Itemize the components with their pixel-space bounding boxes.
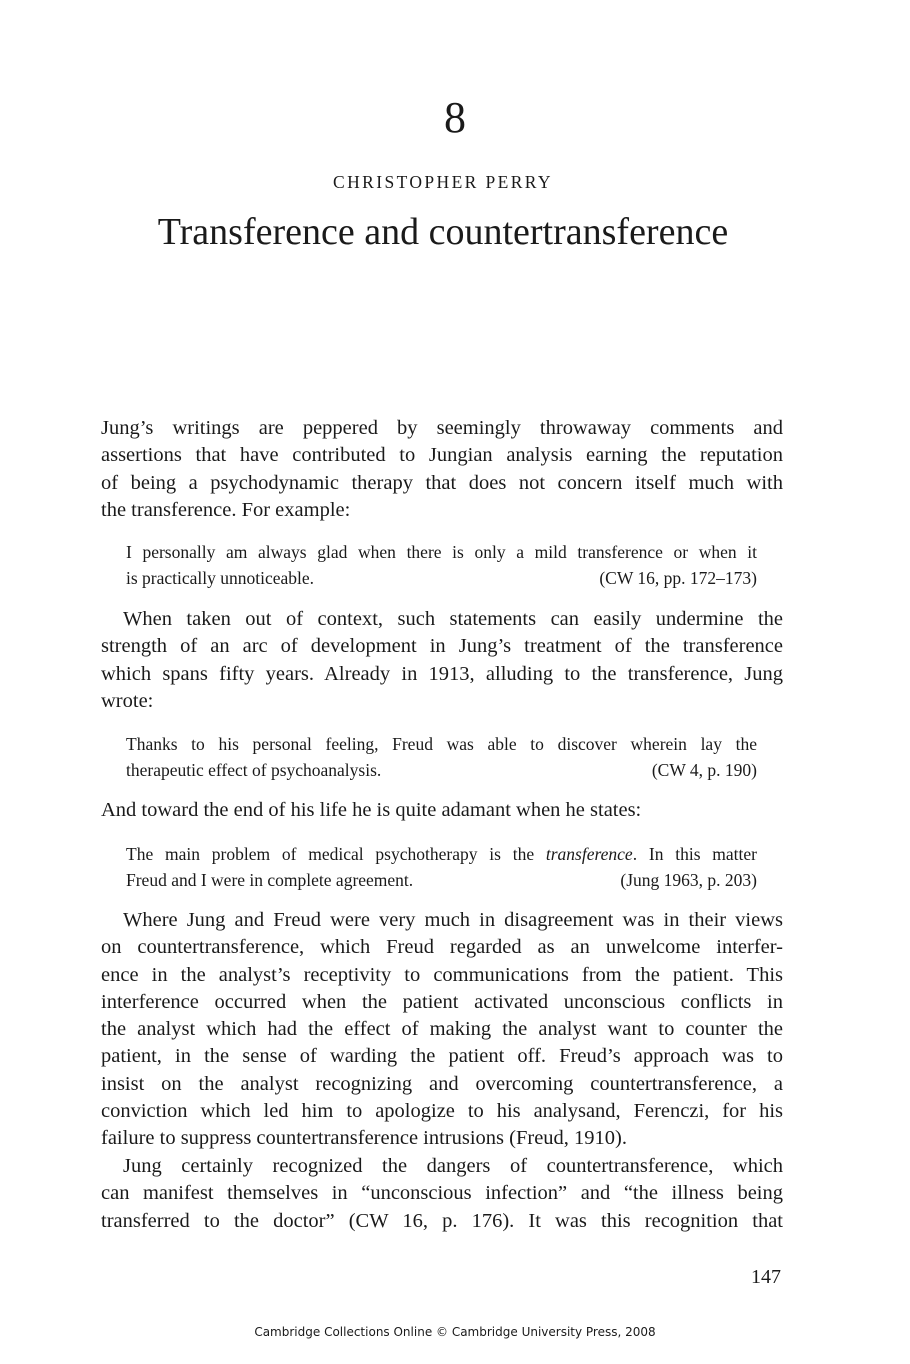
text-line: assertions that have contributed to Jungian analysis earning the reputation — [101, 444, 783, 467]
chapter-author: CHRISTOPHER PERRY — [333, 172, 553, 192]
block-quote-1 — [126, 539, 757, 591]
quote-citation: (CW 4, p. 190) — [651, 760, 757, 780]
text-line: failure to suppress countertransference intrusions (Freud, 1910). — [101, 1127, 628, 1150]
quote-line: Thanks to his personal feeling, Freud was able to discover wherein lay the — [126, 734, 757, 754]
text-line: can manifest themselves in “unconscious infection” and “the illness being — [101, 1182, 783, 1205]
text-line: And toward the end of his life he is quite adamant when he states: — [101, 799, 642, 821]
text-line: Where Jung and Freud were very much in disagreement was in their views — [123, 909, 783, 931]
chapter-number: 8 — [444, 93, 466, 142]
text-line: interference occurred when the patient activated unconscious conflicts in — [101, 990, 783, 1013]
text-line: insist on the analyst recognizing and overcoming countertransference, a — [101, 1072, 783, 1095]
chapter-title: Transference and countertransference — [157, 211, 729, 253]
block-quote-3 — [126, 841, 757, 893]
paragraph-adamant — [101, 797, 783, 824]
text-line: on countertransference, which Freud regarded as an unwelcome interfer- — [101, 936, 783, 959]
paragraph-jung-recognized — [101, 1153, 783, 1235]
text-line: of being a psychodynamic therapy that does not concern itself much with — [101, 471, 783, 494]
quote-citation: (Jung 1963, p. 203) — [620, 870, 757, 890]
text-line: transferred to the doctor” (CW 16, p. 176). It was this recognition that — [101, 1209, 783, 1232]
quote-line: therapeutic effect of psychoanalysis. — [126, 760, 382, 780]
text-line: conviction which led him to apologize to his analysand, Ferenczi, for his — [101, 1100, 783, 1123]
text-line: ence in the analyst’s receptivity to communications from the patient. This — [101, 963, 783, 986]
text-line: Jung’s writings are peppered by seemingly throwaway comments and — [101, 417, 783, 439]
text-line: the transference. For example: — [101, 498, 351, 521]
quote-citation: (CW 16, pp. 172–173) — [599, 568, 757, 588]
quote-line: is practically unnoticeable. — [126, 568, 315, 588]
quote-emphasis: transference — [545, 844, 633, 864]
text-line: Jung certainly recognized the dangers of countertransference, which — [123, 1155, 783, 1177]
footer-copyright: Cambridge Collections Online © Cambridge University Press, 2008 — [254, 1325, 656, 1339]
block-quote-2 — [126, 731, 757, 783]
quote-text: The main problem of medical psychotherapy is the — [126, 844, 546, 864]
paragraph-intro — [101, 415, 783, 524]
paragraph-context — [101, 606, 783, 715]
page-number: 147 — [751, 1266, 781, 1288]
quote-line: I personally am always glad when there is only a mild transference or when it — [126, 542, 757, 562]
text-line: the analyst which had the effect of making the analyst want to counter the — [101, 1018, 783, 1041]
paragraph-disagreement — [101, 907, 783, 1153]
text-line: which spans fifty years. Already in 1913, alluding to the transference, Jung — [101, 662, 783, 685]
text-line: When taken out of context, such statements can easily undermine the — [123, 608, 783, 630]
quote-line: Freud and I were in complete agreement. — [126, 870, 414, 890]
text-line: wrote: — [101, 689, 154, 712]
text-line: strength of an arc of development in Jung’s treatment of the transference — [101, 635, 783, 658]
text-line: patient, in the sense of warding the patient off. Freud’s approach was to — [101, 1045, 783, 1068]
quote-line — [126, 841, 757, 867]
quote-text: . In this matter — [632, 844, 757, 864]
